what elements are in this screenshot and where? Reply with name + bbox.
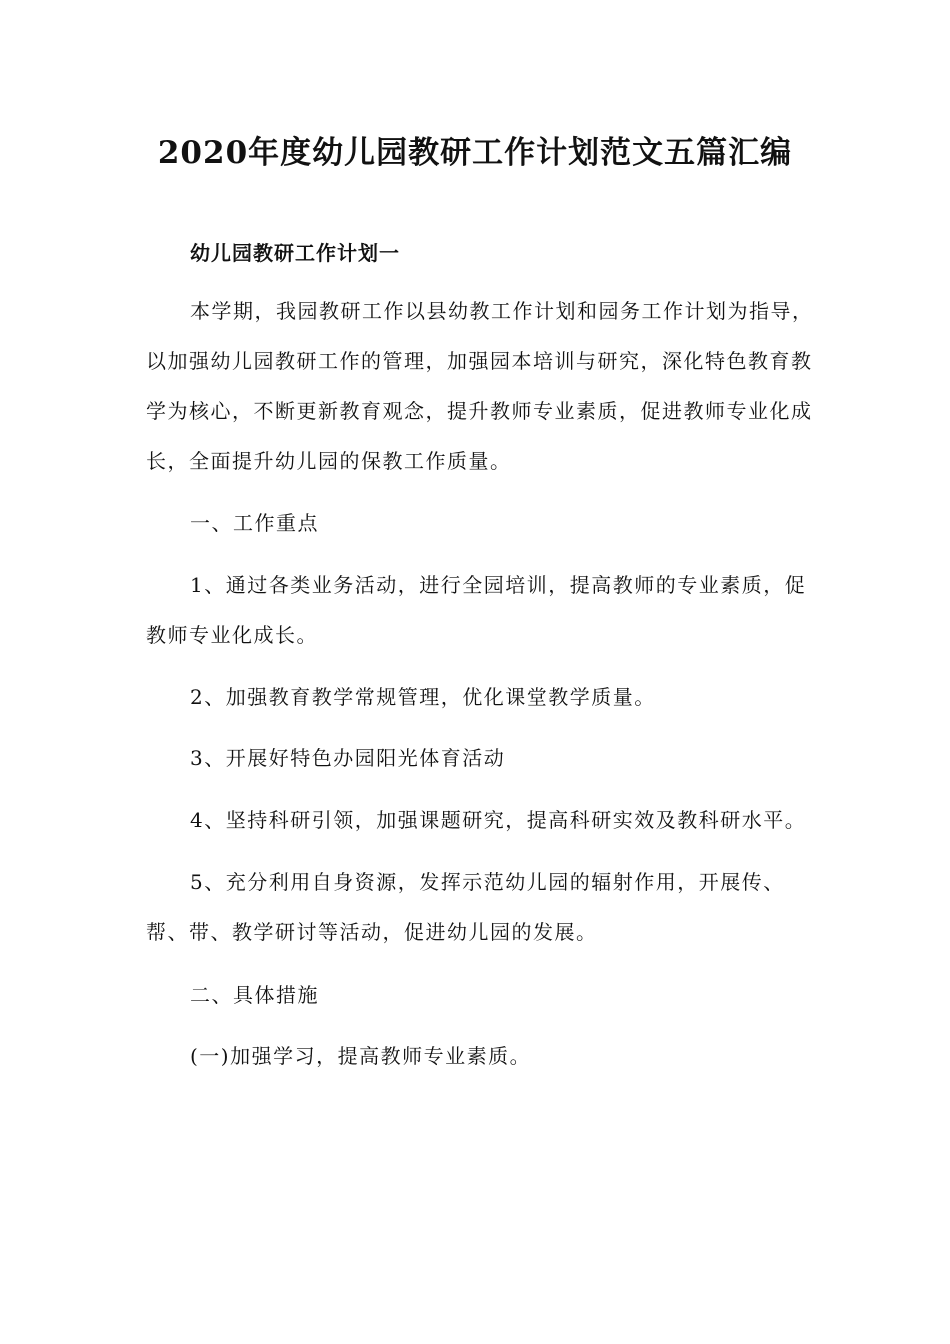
section-title: 幼儿园教研工作计划一: [190, 241, 400, 265]
document-title: 2020年度幼儿园教研工作计划范文五篇汇编: [157, 135, 793, 171]
heading-work-focus: 一、工作重点: [190, 511, 319, 535]
measure-sub-1: (一)加强学习，提高教师专业素质。: [190, 1044, 532, 1068]
focus-item-1: 1、通过各类业务活动，进行全园培训，提高教师的专业素质，促教师专业化成长。: [146, 573, 807, 647]
heading-measures: 二、具体措施: [190, 983, 319, 1007]
focus-item-5: 5、充分利用自身资源，发挥示范幼儿园的辐射作用，开展传、帮、带、教学研讨等活动，促进幼儿园的发展。: [146, 870, 785, 944]
focus-item-4: 4、坚持科研引领，加强课题研究，提高科研实效及教科研水平。: [190, 808, 807, 832]
focus-item-2: 2、加强教育教学常规管理，优化课堂教学质量。: [190, 685, 656, 709]
focus-item-3: 3、开展好特色办园阳光体育活动: [190, 746, 506, 770]
intro-paragraph: 本学期，我园教研工作以县幼教工作计划和园务工作计划为指导，以加强幼儿园教研工作的管理，加强园本培训与研究，深化特色教育教学为核心，不断更新教育观念，提升教师专业素质，促进教师专业化成长，全面提升幼儿园的保教工作质量。: [146, 299, 814, 473]
